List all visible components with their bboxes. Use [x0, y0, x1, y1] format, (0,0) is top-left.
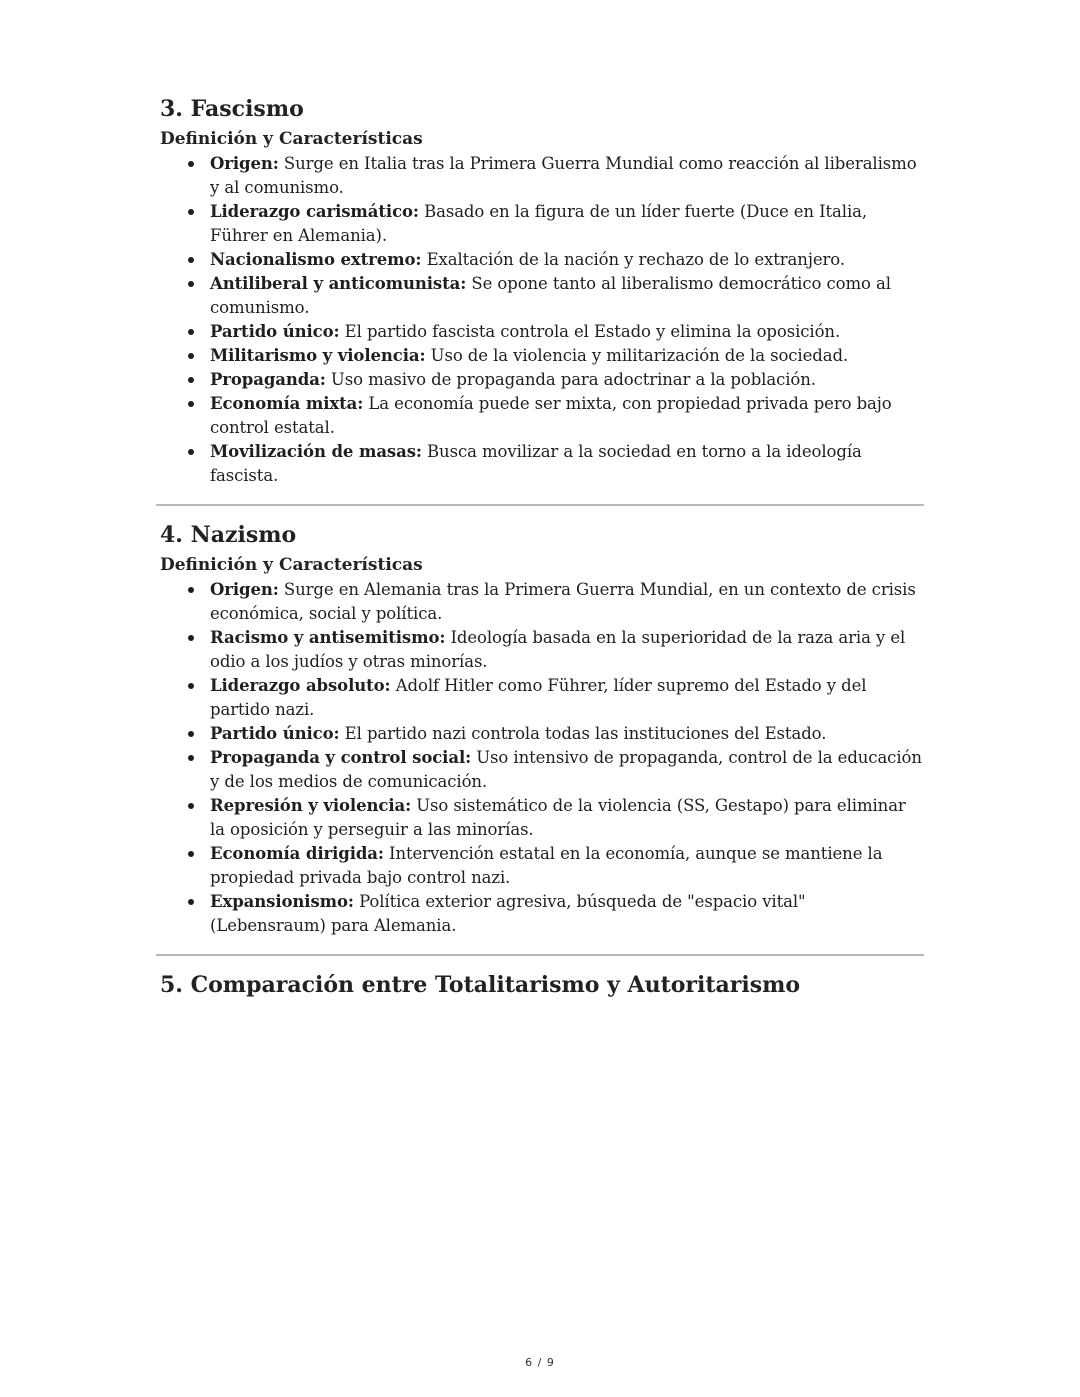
item-text: Adolf Hitler como Führer, líder supremo del Estado y del partido nazi.	[210, 676, 867, 719]
item-text: Exaltación de la nación y rechazo de lo extranjero.	[421, 250, 845, 269]
document-body	[160, 94, 924, 1000]
item-text: Uso intensivo de propaganda, control de la educación y de los medios de comunicación.	[210, 748, 922, 791]
item-text: El partido nazi controla todas las instituciones del Estado.	[339, 724, 827, 743]
item-term: Expansionismo:	[210, 892, 354, 911]
item-term: Antiliberal y anticomunista:	[210, 274, 467, 293]
item-term: Propaganda:	[210, 370, 326, 389]
fascismo-list	[160, 152, 924, 488]
list-item	[210, 746, 924, 794]
item-text: Uso masivo de propaganda para adoctrinar a la población.	[325, 370, 816, 389]
item-term: Economía dirigida:	[210, 844, 384, 863]
section-title-comparacion: 5. Comparación entre Totalitarismo y Autoritarismo	[160, 972, 801, 998]
item-text: Surge en Alemania tras la Primera Guerra Mundial, en un contexto de crisis económica, social y política.	[210, 580, 916, 623]
item-term: Racismo y antisemitismo:	[210, 628, 446, 647]
list-item	[210, 248, 924, 272]
list-item	[210, 674, 924, 722]
item-text: Basado en la figura de un líder fuerte (Duce en Italia, Führer en Alemania).	[210, 202, 868, 245]
item-text: Se opone tanto al liberalismo democrático como al comunismo.	[210, 274, 891, 317]
item-term: Liderazgo carismático:	[210, 202, 419, 221]
list-item	[210, 890, 924, 938]
item-text: La economía puede ser mixta, con propiedad privada pero bajo control estatal.	[210, 394, 892, 437]
list-item	[210, 842, 924, 890]
list-item	[210, 794, 924, 842]
section-divider	[156, 954, 924, 956]
list-item	[210, 200, 924, 248]
list-item	[210, 440, 924, 488]
item-text: Uso de la violencia y militarización de la sociedad.	[425, 346, 849, 365]
item-term: Partido único:	[210, 724, 340, 743]
item-text: Intervención estatal en la economía, aunque se mantiene la propiedad privada bajo control nazi.	[210, 844, 883, 887]
item-term: Partido único:	[210, 322, 340, 341]
subsection-title-fascismo: Definición y Características	[160, 129, 423, 149]
item-term: Propaganda y control social:	[210, 748, 472, 767]
item-text: El partido fascista controla el Estado y elimina la oposición.	[339, 322, 841, 341]
item-term: Movilización de masas:	[210, 442, 422, 461]
subsection-title-nazismo: Definición y Características	[160, 555, 423, 575]
list-item	[210, 392, 924, 440]
nazismo-list	[160, 578, 924, 938]
item-term: Militarismo y violencia:	[210, 346, 426, 365]
list-item	[210, 344, 924, 368]
item-term: Economía mixta:	[210, 394, 364, 413]
item-text: Política exterior agresiva, búsqueda de "espacio vital" (Lebensraum) para Alemania.	[210, 892, 806, 935]
item-term: Represión y violencia:	[210, 796, 412, 815]
item-term: Origen:	[210, 580, 279, 599]
list-item	[210, 578, 924, 626]
item-term: Nacionalismo extremo:	[210, 250, 422, 269]
item-text: Surge en Italia tras la Primera Guerra Mundial como reacción al liberalismo y al comunismo.	[210, 154, 917, 197]
page-number: 6 / 9	[525, 1356, 555, 1369]
list-item	[210, 626, 924, 674]
section-title-fascismo: 3. Fascismo	[160, 96, 304, 122]
item-text: Uso sistemático de la violencia (SS, Gestapo) para eliminar la oposición y perseguir a las minorías.	[210, 796, 906, 839]
section-divider	[156, 504, 924, 506]
list-item	[210, 368, 924, 392]
list-item	[210, 722, 924, 746]
list-item	[210, 320, 924, 344]
section-title-nazismo: 4. Nazismo	[160, 522, 297, 548]
item-term: Liderazgo absoluto:	[210, 676, 391, 695]
list-item	[210, 152, 924, 200]
item-text: Ideología basada en la superioridad de la raza aria y el odio a los judíos y otras minorías.	[210, 628, 906, 671]
list-item	[210, 272, 924, 320]
item-term: Origen:	[210, 154, 279, 173]
item-text: Busca movilizar a la sociedad en torno a la ideología fascista.	[210, 442, 862, 485]
